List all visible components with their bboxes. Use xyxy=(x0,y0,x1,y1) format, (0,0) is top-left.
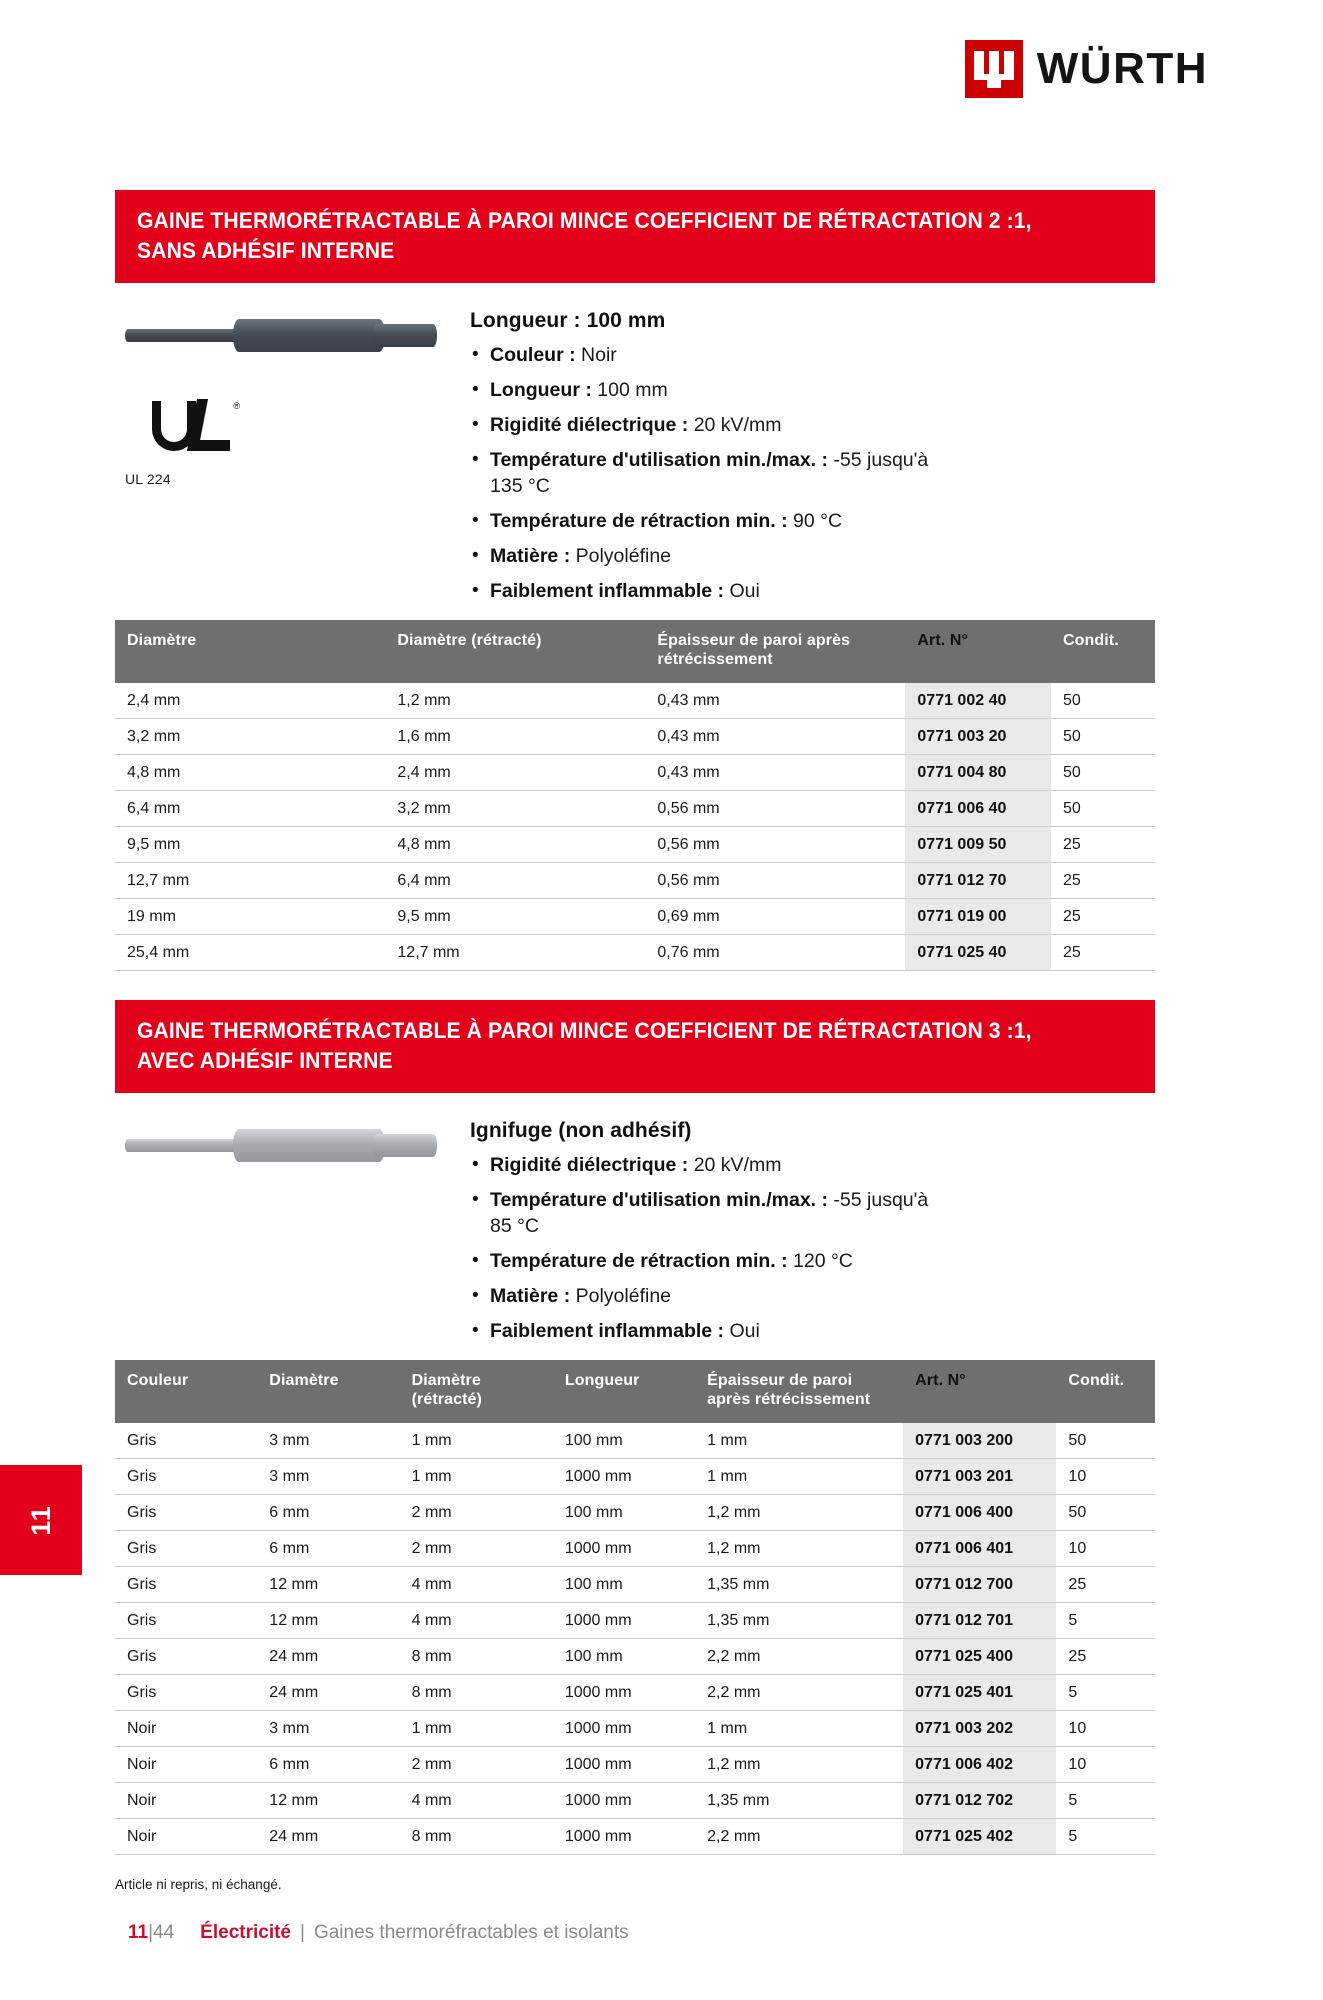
table-row xyxy=(115,754,1155,790)
spec-value: Oui xyxy=(729,579,760,602)
table-cell: 3 mm xyxy=(257,1423,399,1459)
spec-item xyxy=(470,1284,940,1310)
cell-art-no: 0771 012 701 xyxy=(903,1602,1056,1638)
cell-art-no: 0771 003 202 xyxy=(903,1710,1056,1746)
section-1-lead: Longueur : 100 mm xyxy=(470,309,666,333)
table-cell: 1 mm xyxy=(695,1710,903,1746)
spec-item xyxy=(470,378,940,404)
cell-art-no: 0771 025 40 xyxy=(905,934,1051,970)
col-longueur: Longueur xyxy=(553,1360,695,1423)
table-cell: 50 xyxy=(1056,1423,1155,1459)
spec-item xyxy=(470,509,940,535)
spec-label: Faiblement inflammable : xyxy=(490,579,725,602)
spec-value: Polyoléfine xyxy=(575,544,672,567)
table-row xyxy=(115,826,1155,862)
brand-header xyxy=(965,40,1208,98)
table-row xyxy=(115,1602,1155,1638)
table-cell: 12 mm xyxy=(257,1782,399,1818)
table-row xyxy=(115,718,1155,754)
table-row xyxy=(115,1818,1155,1854)
ul-caption: UL 224 xyxy=(125,471,171,488)
spec-label: Rigidité diélectrique : xyxy=(490,1154,689,1177)
table-row xyxy=(115,1494,1155,1530)
col-diametre: Diamètre xyxy=(257,1360,399,1423)
spec-value: 20 kV/mm xyxy=(693,1154,782,1177)
table-row xyxy=(115,1746,1155,1782)
table-cell: 1 mm xyxy=(400,1458,553,1494)
chapter-tab xyxy=(0,1465,82,1575)
table-cell: 1,2 mm xyxy=(695,1494,903,1530)
col-condit: Condit. xyxy=(1051,620,1155,683)
col-epaisseur: Épaisseur de paroi après rétrécissement xyxy=(695,1360,903,1423)
table-cell: 5 xyxy=(1056,1602,1155,1638)
spec-value: Polyoléfine xyxy=(575,1285,672,1308)
table-row xyxy=(115,934,1155,970)
table-cell: Gris xyxy=(115,1674,257,1710)
table-header-row xyxy=(115,620,1155,683)
col-condit: Condit. xyxy=(1056,1360,1155,1423)
spec-label: Température de rétraction min. : xyxy=(490,509,788,532)
cell-art-no: 0771 006 401 xyxy=(903,1530,1056,1566)
table-cell: 1,35 mm xyxy=(695,1566,903,1602)
spec-label: Température d'utilisation min./max. : xyxy=(490,449,829,472)
table-row xyxy=(115,1530,1155,1566)
spec-label: Couleur : xyxy=(490,344,576,367)
spec-value: 90 °C xyxy=(793,509,843,532)
footer-page-total: |44 xyxy=(148,1922,175,1943)
spec-value: Noir xyxy=(581,344,617,367)
table-cell: 0,56 mm xyxy=(645,862,905,898)
footer-page-current: 11 xyxy=(128,1922,149,1943)
table-row xyxy=(115,1674,1155,1710)
col-art-no: Art. N° xyxy=(903,1360,1056,1423)
cell-art-no: 0771 006 400 xyxy=(903,1494,1056,1530)
table-row xyxy=(115,1566,1155,1602)
table-cell: 5 xyxy=(1056,1674,1155,1710)
table-cell: 25 xyxy=(1056,1638,1155,1674)
table-cell: 50 xyxy=(1051,790,1155,826)
table-cell: 4,8 mm xyxy=(385,826,645,862)
table-cell: Gris xyxy=(115,1530,257,1566)
wurth-logo-icon xyxy=(965,40,1023,98)
section-1-media xyxy=(115,305,470,613)
table-cell: 2,2 mm xyxy=(695,1638,903,1674)
table-cell: 1000 mm xyxy=(553,1710,695,1746)
spec-item xyxy=(470,1319,940,1345)
table-cell: 12,7 mm xyxy=(115,862,385,898)
footer-subject: Gaines thermoréfractables et isolants xyxy=(313,1922,629,1943)
cell-art-no: 0771 004 80 xyxy=(905,754,1051,790)
spec-value: 20 kV/mm xyxy=(693,414,782,437)
table-cell: 25 xyxy=(1051,826,1155,862)
table-cell: 5 xyxy=(1056,1782,1155,1818)
table-cell: 9,5 mm xyxy=(385,898,645,934)
table-cell: 4 mm xyxy=(400,1566,553,1602)
section-2-banner xyxy=(115,1000,1155,1093)
table-cell: 50 xyxy=(1051,683,1155,719)
qr-code-2[interactable] xyxy=(1065,1308,1143,1386)
table-cell: 0,56 mm xyxy=(645,790,905,826)
section-2-media xyxy=(115,1115,470,1354)
section-1-banner xyxy=(115,190,1155,283)
section-2-lead: Ignifuge (non adhésif) xyxy=(470,1119,692,1143)
qr-code-1[interactable] xyxy=(1065,523,1143,601)
table-cell: Noir xyxy=(115,1818,257,1854)
table-cell: 1 mm xyxy=(400,1710,553,1746)
table-cell: 1000 mm xyxy=(553,1818,695,1854)
table-cell: 1 mm xyxy=(695,1458,903,1494)
table-cell: 25 xyxy=(1051,862,1155,898)
table-cell: 9,5 mm xyxy=(115,826,385,862)
table-cell: 1 mm xyxy=(695,1423,903,1459)
page-footer xyxy=(128,1922,629,1944)
table-cell: 2,4 mm xyxy=(385,754,645,790)
spec-value: -55 jusqu'à 85 °C xyxy=(490,1189,929,1238)
table-cell: 12 mm xyxy=(257,1602,399,1638)
section-2-product xyxy=(115,1093,1155,1354)
col-art-no: Art. N° xyxy=(905,620,1051,683)
col-couleur: Couleur xyxy=(115,1360,257,1423)
spec-item xyxy=(470,448,940,500)
cell-art-no: 0771 009 50 xyxy=(905,826,1051,862)
cell-art-no: 0771 003 200 xyxy=(903,1423,1056,1459)
chapter-tab-label: 11 xyxy=(25,1504,56,1536)
footer-category: Électricité xyxy=(200,1922,291,1943)
table-cell: 25 xyxy=(1051,898,1155,934)
table-cell: 0,43 mm xyxy=(645,683,905,719)
table-cell: 10 xyxy=(1056,1746,1155,1782)
table-cell: 24 mm xyxy=(257,1818,399,1854)
spec-item xyxy=(470,343,940,369)
section-2-spec-list xyxy=(470,1153,1155,1345)
table-cell: 6,4 mm xyxy=(385,862,645,898)
table-row xyxy=(115,683,1155,719)
section-1-specs xyxy=(470,305,1155,613)
cell-art-no: 0771 012 700 xyxy=(903,1566,1056,1602)
table-cell: Noir xyxy=(115,1710,257,1746)
table-cell: 50 xyxy=(1051,754,1155,790)
table-row xyxy=(115,1458,1155,1494)
cell-art-no: 0771 006 40 xyxy=(905,790,1051,826)
spec-item xyxy=(470,413,940,439)
section-2-specs xyxy=(470,1115,1155,1354)
table-cell: 10 xyxy=(1056,1710,1155,1746)
table-cell: 2 mm xyxy=(400,1746,553,1782)
table-cell: Gris xyxy=(115,1638,257,1674)
table-cell: 100 mm xyxy=(553,1638,695,1674)
table-row xyxy=(115,1423,1155,1459)
table-row xyxy=(115,790,1155,826)
col-diametre-retracte: Diamètre (rétracté) xyxy=(400,1360,553,1423)
product-section-2 xyxy=(115,1000,1155,1892)
table-cell: 1000 mm xyxy=(553,1602,695,1638)
col-epaisseur: Épaisseur de paroi après rétrécissement xyxy=(645,620,905,683)
table-cell: 1,2 mm xyxy=(695,1530,903,1566)
table-cell: 25 xyxy=(1051,934,1155,970)
table-cell: 1000 mm xyxy=(553,1782,695,1818)
table-cell: 2,4 mm xyxy=(115,683,385,719)
table-cell: 6 mm xyxy=(257,1494,399,1530)
table-cell: 25 xyxy=(1056,1566,1155,1602)
table-cell: 1,35 mm xyxy=(695,1602,903,1638)
section-1-title-line-1: GAINE THERMORÉTRACTABLE À PAROI MINCE COEFFICIENT DE RÉTRACTATION 2 :1, xyxy=(137,208,1032,233)
table-cell: 2 mm xyxy=(400,1530,553,1566)
spec-label: Faiblement inflammable : xyxy=(490,1319,725,1342)
table-cell: 24 mm xyxy=(257,1638,399,1674)
table-cell: 3,2 mm xyxy=(385,790,645,826)
cell-art-no: 0771 025 401 xyxy=(903,1674,1056,1710)
table-cell: Gris xyxy=(115,1566,257,1602)
table-cell: 1,35 mm xyxy=(695,1782,903,1818)
table-cell: 0,76 mm xyxy=(645,934,905,970)
spec-label: Matière : xyxy=(490,1285,571,1308)
table-cell: 6,4 mm xyxy=(115,790,385,826)
section-1-title-line-2: SANS ADHÉSIF INTERNE xyxy=(137,237,395,263)
footer-separator: | xyxy=(300,1922,305,1943)
table-cell: 4 mm xyxy=(400,1602,553,1638)
section-1-table xyxy=(115,620,1155,971)
return-policy-note: Article ni repris, ni échangé. xyxy=(115,1876,282,1892)
col-diametre: Diamètre xyxy=(115,620,385,683)
table-row xyxy=(115,862,1155,898)
table-row xyxy=(115,898,1155,934)
table-cell: Gris xyxy=(115,1423,257,1459)
product-image-heatshrink-gray xyxy=(125,1123,435,1171)
cell-art-no: 0771 025 400 xyxy=(903,1638,1056,1674)
spec-label: Température d'utilisation min./max. : xyxy=(490,1189,829,1212)
table-cell: 8 mm xyxy=(400,1674,553,1710)
section-1-spec-list xyxy=(470,343,1155,604)
section-2-table xyxy=(115,1360,1155,1855)
table-cell: 2,2 mm xyxy=(695,1674,903,1710)
table-cell: 0,43 mm xyxy=(645,718,905,754)
spec-value: Oui xyxy=(729,1319,760,1342)
table-cell: 0,69 mm xyxy=(645,898,905,934)
table-cell: 1000 mm xyxy=(553,1530,695,1566)
table-cell: 0,43 mm xyxy=(645,754,905,790)
table-cell: 8 mm xyxy=(400,1818,553,1854)
spec-item xyxy=(470,1153,940,1179)
table-cell: 3,2 mm xyxy=(115,718,385,754)
spec-value: -55 jusqu'à 135 °C xyxy=(490,449,929,498)
section-2-title-line-2: AVEC ADHÉSIF INTERNE xyxy=(137,1047,393,1073)
table-cell: 12 mm xyxy=(257,1566,399,1602)
spec-label: Température de rétraction min. : xyxy=(490,1250,788,1273)
table-header-row xyxy=(115,1360,1155,1423)
cell-art-no: 0771 006 402 xyxy=(903,1746,1056,1782)
table-cell: 0,56 mm xyxy=(645,826,905,862)
table-cell: 100 mm xyxy=(553,1494,695,1530)
table-cell: 5 xyxy=(1056,1818,1155,1854)
table-row xyxy=(115,1782,1155,1818)
spec-label: Matière : xyxy=(490,544,571,567)
product-section-1 xyxy=(115,190,1155,971)
table-cell: 4,8 mm xyxy=(115,754,385,790)
table-cell: Noir xyxy=(115,1746,257,1782)
table-cell: 1,2 mm xyxy=(385,683,645,719)
table-cell: 1,2 mm xyxy=(695,1746,903,1782)
table-cell: 50 xyxy=(1056,1494,1155,1530)
table-cell: 6 mm xyxy=(257,1746,399,1782)
table-cell: 10 xyxy=(1056,1530,1155,1566)
table-row xyxy=(115,1710,1155,1746)
table-cell: 50 xyxy=(1051,718,1155,754)
cell-art-no: 0771 012 702 xyxy=(903,1782,1056,1818)
spec-item xyxy=(470,1188,940,1240)
spec-item xyxy=(470,544,940,570)
table-cell: 24 mm xyxy=(257,1674,399,1710)
cell-art-no: 0771 025 402 xyxy=(903,1818,1056,1854)
table-cell: 1000 mm xyxy=(553,1458,695,1494)
brand-name: WÜRTH xyxy=(1036,44,1208,93)
table-cell: 2,2 mm xyxy=(695,1818,903,1854)
table-cell: 8 mm xyxy=(400,1638,553,1674)
table-cell: 1 mm xyxy=(400,1423,553,1459)
table-cell: 2 mm xyxy=(400,1494,553,1530)
cell-art-no: 0771 012 70 xyxy=(905,862,1051,898)
table-cell: 6 mm xyxy=(257,1530,399,1566)
table-cell: 10 xyxy=(1056,1458,1155,1494)
cell-art-no: 0771 003 20 xyxy=(905,718,1051,754)
cell-art-no: 0771 003 201 xyxy=(903,1458,1056,1494)
table-cell: Gris xyxy=(115,1458,257,1494)
table-cell: 19 mm xyxy=(115,898,385,934)
table-cell: 1000 mm xyxy=(553,1746,695,1782)
product-image-heatshrink-black xyxy=(125,313,435,361)
table-cell: Gris xyxy=(115,1494,257,1530)
table-cell: 100 mm xyxy=(553,1423,695,1459)
spec-label: Longueur : xyxy=(490,379,592,402)
table-cell: 3 mm xyxy=(257,1710,399,1746)
section-1-product xyxy=(115,283,1155,613)
table-row xyxy=(115,1638,1155,1674)
table-cell: 4 mm xyxy=(400,1782,553,1818)
table-cell: 25,4 mm xyxy=(115,934,385,970)
table-cell: Noir xyxy=(115,1782,257,1818)
table-cell: 100 mm xyxy=(553,1566,695,1602)
cell-art-no: 0771 019 00 xyxy=(905,898,1051,934)
spec-item xyxy=(470,579,940,605)
table-cell: 3 mm xyxy=(257,1458,399,1494)
spec-label: Rigidité diélectrique : xyxy=(490,414,689,437)
table-cell: Gris xyxy=(115,1602,257,1638)
spec-value: 100 mm xyxy=(597,379,668,402)
section-2-title-line-1: GAINE THERMORÉTRACTABLE À PAROI MINCE COEFFICIENT DE RÉTRACTATION 3 :1, xyxy=(137,1018,1032,1043)
cell-art-no: 0771 002 40 xyxy=(905,683,1051,719)
ul-certification-icon: ® xyxy=(150,399,240,457)
table-cell: 1000 mm xyxy=(553,1674,695,1710)
spec-value: 120 °C xyxy=(793,1250,853,1273)
table-cell: 12,7 mm xyxy=(385,934,645,970)
table-cell: 1,6 mm xyxy=(385,718,645,754)
spec-item xyxy=(470,1249,940,1275)
col-diametre-retracte: Diamètre (rétracté) xyxy=(385,620,645,683)
